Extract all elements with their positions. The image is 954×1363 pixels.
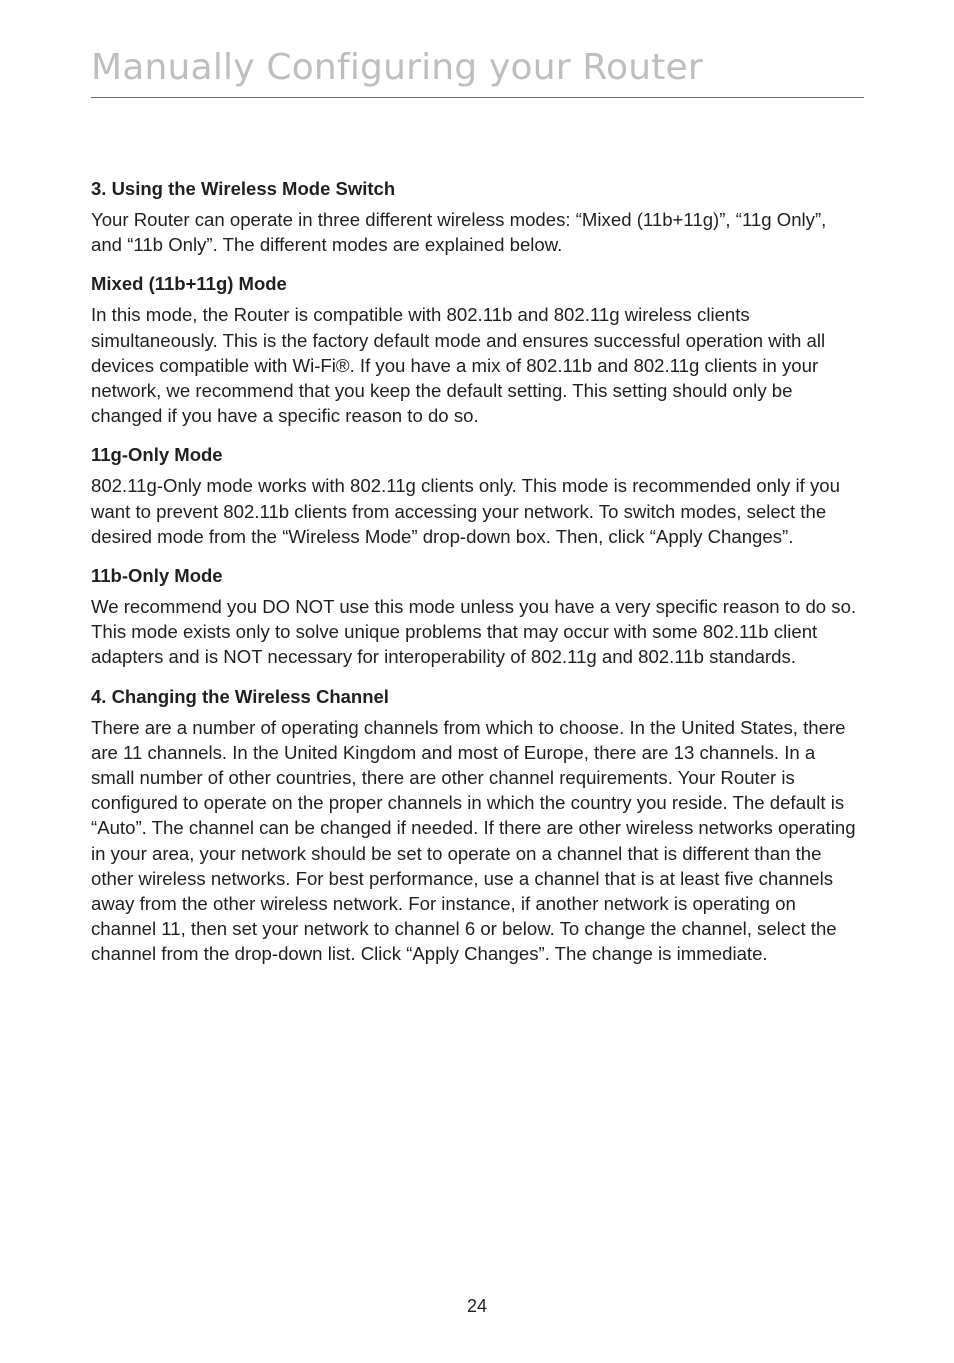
section-paragraph: 802.11g-Only mode works with 802.11g clients only. This mode is recommended only if you want to prevent 802.11b clients from accessing your network. To switch modes, select the desired mode from the “Wireless Mode” drop-down box. Then, click “Apply Changes”. xyxy=(91,475,840,547)
section-wireless-mode-switch xyxy=(91,176,861,257)
page-header xyxy=(91,44,864,98)
section-wireless-channel xyxy=(91,684,861,967)
page-number: 24 xyxy=(466,1296,488,1316)
section-paragraph: We recommend you DO NOT use this mode unless you have a very specific reason to do so. This mode exists only to solve unique problems that may occur with some 802.11b client adapters and is NOT necessary for interoperability of 802.11g and 802.11b standards. xyxy=(91,596,857,668)
section-paragraph: Your Router can operate in three different wireless modes: “Mixed (11b+11g)”, “11g Only”, and “11b Only”. The different modes are explained below. xyxy=(91,209,827,256)
section-11b-only-mode xyxy=(91,563,861,670)
section-heading: 11b-Only Mode xyxy=(91,565,223,587)
section-paragraph: There are a number of operating channels from which to choose. In the United States, there are 11 channels. In the United Kingdom and most of Europe, there are 13 channels. In a small number of other countries, there are other channel requirements. Your Router is configured to operate on the proper channels in which the country you reside. The default is “Auto”. The channel can be changed if needed. If there are other wireless networks operating in your area, your network should be set to operate on a channel that is different than the other wireless networks. For best performance, use a channel that is at least five channels away from the other wireless network. For instance, if another network is operating on channel 11, then set your network to channel 6 or below. To change the channel, select the channel from the drop-down list. Click “Apply Changes”. The change is immediate. xyxy=(91,716,856,965)
section-mixed-mode xyxy=(91,271,861,428)
section-paragraph: In this mode, the Router is compatible with 802.11b and 802.11g wireless clients simultaneously. This is the factory default mode and ensures successful operation with all devices compatible with Wi-Fi®. If you have a mix of 802.11b and 802.11g clients in your network, we recommend that you keep the default setting. This setting should only be changed if you have a specific reason to do so. xyxy=(91,304,826,427)
page-title: Manually Configuring your Router xyxy=(91,47,703,88)
section-heading: Mixed (11b+11g) Mode xyxy=(91,273,287,295)
page-content xyxy=(91,176,861,967)
section-heading: 4. Changing the Wireless Channel xyxy=(91,685,389,707)
section-heading: 3. Using the Wireless Mode Switch xyxy=(91,178,396,199)
section-heading: 11g-Only Mode xyxy=(91,444,223,466)
section-11g-only-mode xyxy=(91,442,861,549)
